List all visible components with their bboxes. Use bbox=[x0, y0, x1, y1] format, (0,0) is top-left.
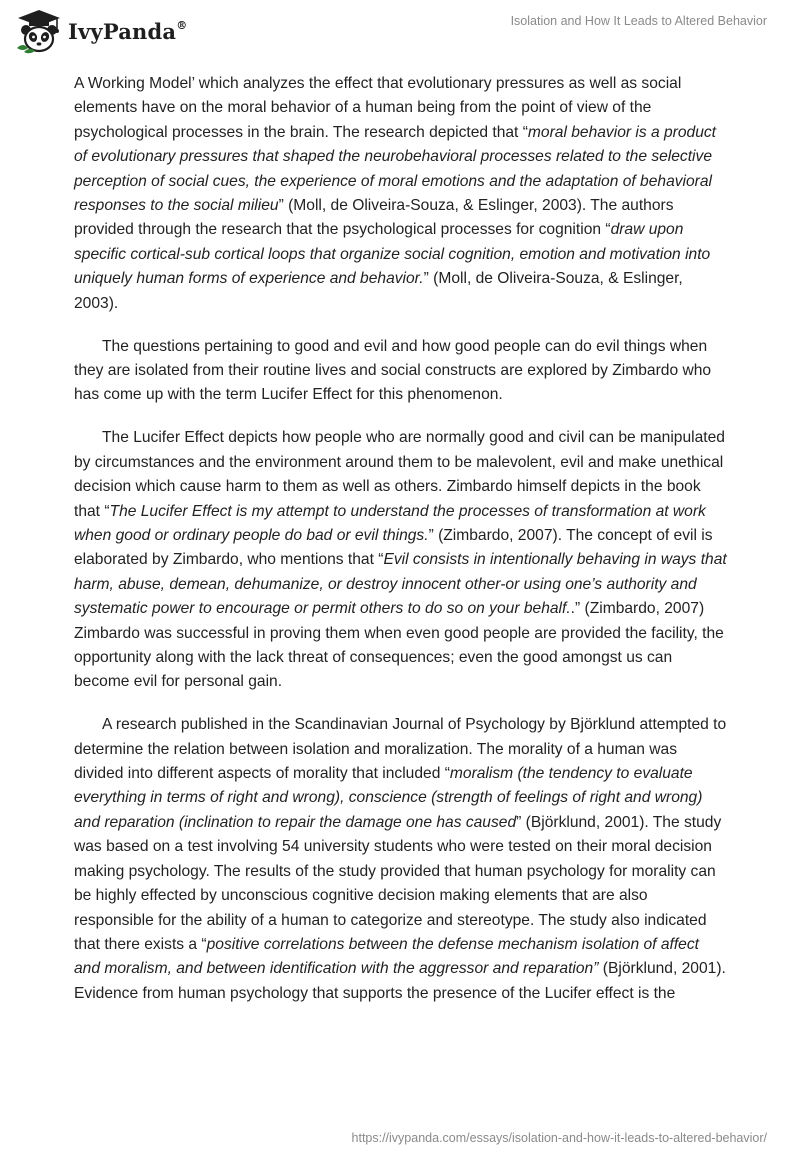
paragraph-4 bbox=[74, 713, 728, 1006]
text-run: ” (Moll, de Oliveira-Souza, & Eslinger, 2003). bbox=[74, 270, 683, 312]
page-header bbox=[0, 0, 800, 60]
text-run: (Björklund, 2001). Evidence from human psychology that supports the presence of the Lucifer effect is the bbox=[74, 960, 726, 1002]
text-run: ” (Moll, de Oliveira-Souza, & Eslinger, 2003). The authors provided through the research that the psychological processes for cognition “ bbox=[74, 197, 674, 239]
quoted-text: moralism (the tendency to evaluate everything in terms of right and wrong), conscience (strength of feelings of right and wrong) and reparation (inclination to repair the damage one has caused bbox=[74, 765, 703, 831]
ivypanda-logo[interactable] bbox=[14, 8, 187, 54]
paragraph-2 bbox=[74, 335, 728, 408]
quoted-text: moral behavior is a product of evolutionary pressures that shaped the neurobehavioral processes related to the selective perception of social cues, the experience of moral emotions and the adaptation of behavioral responses to the social milieu bbox=[74, 123, 717, 215]
text-run: A Working Model’ which analyzes the effect that evolutionary pressures as well as social elements have on the moral behavior of a human being from the point of view of the psychological processes in the brain. The research depicted that “ bbox=[74, 75, 682, 141]
source-url[interactable]: https://ivypanda.com/essays/isolation-and-how-it-leads-to-altered-behavior/ bbox=[351, 1131, 767, 1145]
text-run: The Lucifer Effect depicts how people who are normally good and civil can be manipulated by circumstances and the environment around them to be malevolent, evil and make unethical decision which cause harm to them as well as others. Zimbardo himself depicts in the book that “ bbox=[74, 429, 725, 520]
paragraph-3 bbox=[74, 426, 728, 694]
document-title: Isolation and How It Leads to Altered Behavior bbox=[510, 14, 767, 28]
text-run: A research published in the Scandinavian Journal of Psychology by Björklund attempted to determine the relation between isolation and moralization. The morality of a human was divided into different aspects of morality that included “ bbox=[74, 716, 727, 783]
quoted-text: Evil consists in intentionally behaving in ways that harm, abuse, demean, dehumanize, or destroy innocent other-or using one’s authority and systematic power to encourage or permit others to do so on your behalf. bbox=[74, 551, 727, 618]
brand-name: IvyPanda® bbox=[68, 18, 188, 44]
panda-graduate-icon bbox=[14, 8, 64, 54]
essay-body bbox=[74, 72, 728, 1025]
text-run: .” (Zimbardo, 2007) Zimbardo was successful in proving them when even good people are provided the facility, the opportunity along with the lack threat of consequences; even the good amongst us can become evil for personal gain. bbox=[74, 600, 724, 691]
quoted-text: The Lucifer Effect is my attempt to understand the processes of transformation at work when good or ordinary people do bad or evil things. bbox=[74, 502, 706, 544]
quoted-text: draw upon specific cortical-sub cortical loops that organize social cognition, emotion and motivation into uniquely human forms of experience and behavior. bbox=[74, 221, 711, 288]
text-run: The questions pertaining to good and evil and how good people can do evil things when they are isolated from their routine lives and social constructs are explored by Zimbardo who has come up with the term Lucifer Effect for this phenomenon. bbox=[74, 337, 712, 404]
text-run: ” (Zimbardo, 2007). The concept of evil is elaborated by Zimbardo, who mentions that “ bbox=[74, 526, 713, 569]
text-run: ” (Björklund, 2001). The study was based on a test involving 54 university students who were tested on their moral decision making psychology. The results of the study provided that human psychology for morality can be highly effected by unconscious cognitive decision making elements that are also responsible for the ability of a human to categorize and stereotype. The study also indicated that there exists a “ bbox=[74, 813, 722, 953]
quoted-text: positive correlations between the defense mechanism isolation of affect and moralism, and between identification with the aggressor and reparation” bbox=[74, 935, 699, 978]
paragraph-1 bbox=[74, 72, 728, 316]
